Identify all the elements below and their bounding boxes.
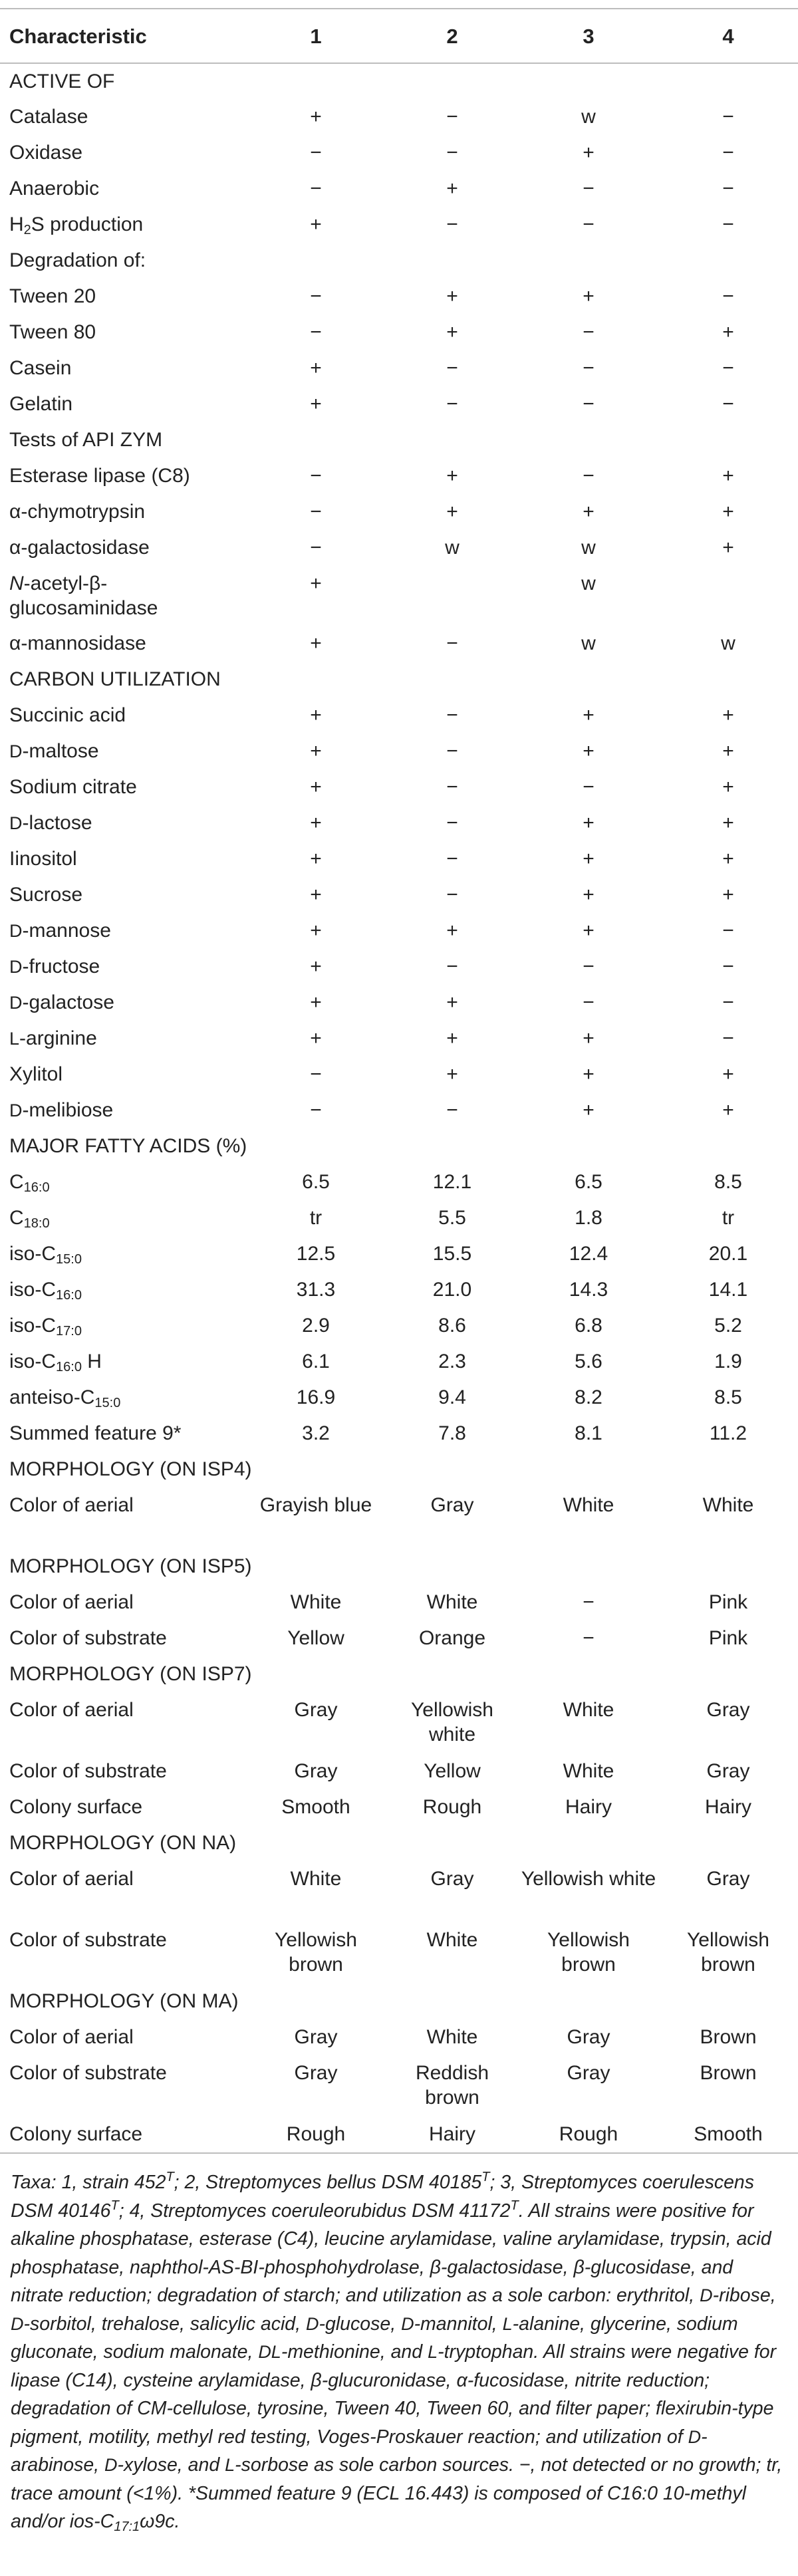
cell-strain-3: + [583, 501, 595, 523]
table-row [0, 1021, 798, 1057]
cell-strain-2: − [446, 812, 458, 834]
cell-strain-3: − [583, 321, 595, 343]
row-label: Iinositol [9, 848, 77, 870]
cell-strain-2: + [446, 1027, 458, 1049]
cell-strain-4: + [722, 465, 734, 487]
cell-strain-1: − [310, 1063, 322, 1085]
table-row [0, 1057, 798, 1093]
cell-strain-2: − [446, 848, 458, 870]
table-row [0, 877, 798, 913]
cell-strain-4: Yellowish brown [687, 1929, 769, 1976]
table-row [0, 698, 798, 733]
row-label: Esterase lipase (C8) [9, 465, 190, 487]
cell-strain-4: + [722, 537, 734, 559]
cell-strain-4: 14.1 [708, 1279, 748, 1301]
section-row [0, 243, 798, 279]
section-row [0, 1452, 798, 1487]
row-label: $H_2S$ production [9, 213, 144, 237]
section-row [0, 63, 798, 99]
cell-strain-1: 31.3 [296, 1279, 336, 1301]
row-label: iso-$C_{16:0}$ H [9, 1351, 102, 1374]
section-row [0, 1549, 798, 1585]
cell-strain-2: − [446, 213, 458, 235]
cell-strain-1: Smooth [281, 1796, 350, 1818]
cell-strain-3: 12.4 [569, 1243, 608, 1265]
row-label: Oxidase [9, 142, 83, 164]
cell-strain-2: − [446, 1099, 458, 1121]
table-row [0, 315, 798, 350]
cell-strain-2: Hairy [428, 2123, 475, 2145]
cell-strain-3: − [583, 357, 595, 379]
table-row [0, 841, 798, 877]
cell-strain-1: Grayish blue [259, 1494, 372, 1516]
cell-strain-1: 3.2 [302, 1422, 330, 1444]
table-row [0, 1272, 798, 1308]
section-row [0, 1656, 798, 1692]
table-row [0, 458, 798, 494]
table-row [0, 1692, 798, 1753]
cell-strain-4: Brown [700, 2062, 757, 2084]
table-row [0, 949, 798, 985]
cell-strain-1: 6.5 [302, 1171, 330, 1193]
cell-strain-4: 20.1 [708, 1243, 748, 1265]
cell-strain-1: − [310, 537, 322, 559]
cell-strain-1: 12.5 [296, 1243, 336, 1265]
cell-strain-1: + [310, 776, 322, 798]
cell-strain-4: Pink [708, 1627, 748, 1649]
cell-strain-4: Brown [700, 2026, 757, 2048]
cell-strain-3: − [583, 991, 595, 1013]
cell-strain-4: 1.9 [714, 1351, 742, 1372]
cell-strain-2: + [446, 1063, 458, 1085]
cell-strain-2: 9.4 [438, 1386, 466, 1408]
row-label: Colony surface [9, 1796, 143, 1818]
cell-strain-2: − [446, 884, 458, 906]
row-label: D-melibiose [9, 1099, 114, 1121]
cell-strain-4 [658, 566, 798, 626]
cell-strain-2: Gray [430, 1868, 474, 1890]
table-row [0, 99, 798, 135]
cell-strain-2: − [446, 393, 458, 415]
table-row [0, 1380, 798, 1416]
cell-strain-3: Gray [567, 2062, 610, 2084]
cell-strain-2: White [426, 1591, 478, 1613]
cell-strain-2: − [446, 956, 458, 977]
row-label: Color of aerial [9, 2026, 134, 2048]
cell-strain-4: 8.5 [714, 1171, 742, 1193]
cell-strain-4: w [721, 632, 735, 654]
cell-strain-3: 8.1 [575, 1422, 602, 1444]
cell-strain-3: + [583, 884, 595, 906]
cell-strain-2: − [446, 740, 458, 762]
cell-strain-4: + [722, 812, 734, 834]
cell-strain-1: − [310, 178, 322, 199]
cell-strain-1: Gray [294, 2062, 338, 2084]
cell-strain-3: Yellowish brown [547, 1929, 630, 1976]
cell-strain-1: + [310, 956, 322, 977]
table-row [0, 1753, 798, 1789]
table-row [0, 350, 798, 386]
table-row [0, 1585, 798, 1620]
cell-strain-4: + [722, 704, 734, 726]
row-label: N-acetyl-β-glucosaminidase [9, 573, 158, 619]
cell-strain-4: Hairy [704, 1796, 751, 1818]
row-label: Gelatin [9, 393, 73, 415]
cell-strain-3: − [583, 393, 595, 415]
section-label: CARBON UTILIZATION [9, 668, 221, 690]
row-label: $C_{18:0}$ [9, 1207, 50, 1231]
row-label: anteiso-$C_{15:0}$ [9, 1386, 121, 1410]
row-label: Color of substrate [9, 1929, 167, 1951]
table-row [0, 1922, 798, 1984]
cell-strain-2: Rough [422, 1796, 482, 1818]
cell-strain-4: 5.2 [714, 1315, 742, 1337]
cell-strain-4: + [722, 501, 734, 523]
table-row [0, 985, 798, 1021]
table-header [0, 9, 798, 63]
row-label: Color of substrate [9, 1760, 167, 1782]
cell-strain-1: + [310, 884, 322, 906]
cell-strain-4: + [722, 884, 734, 906]
row-label: Sucrose [9, 884, 83, 906]
cell-strain-1: Yellow [287, 1627, 344, 1649]
cell-strain-4: − [722, 106, 734, 128]
cell-strain-1: + [310, 704, 322, 726]
cell-strain-4: Gray [706, 1868, 750, 1890]
cell-strain-2: 5.5 [438, 1207, 466, 1229]
cell-strain-3: w [581, 106, 596, 128]
table-row [0, 626, 798, 662]
section-label: MAJOR FATTY ACIDS (%) [9, 1135, 247, 1157]
cell-strain-2: + [446, 920, 458, 942]
cell-strain-3: 6.5 [575, 1171, 602, 1193]
cell-strain-3: Yellowish white [521, 1868, 656, 1890]
cell-strain-2: − [446, 776, 458, 798]
cell-strain-1: − [310, 1099, 322, 1121]
cell-strain-3: + [583, 1099, 595, 1121]
header-col-2: 2 [386, 9, 519, 63]
table-row [0, 1620, 798, 1656]
row-label: Catalase [9, 106, 88, 128]
row-label: α-galactosidase [9, 537, 150, 559]
table-row [0, 1344, 798, 1380]
cell-strain-2: + [446, 178, 458, 199]
cell-strain-4: − [722, 178, 734, 199]
table-row [0, 279, 798, 315]
cell-strain-1: 2.9 [302, 1315, 330, 1337]
cell-strain-3: − [583, 1627, 595, 1649]
cell-strain-2: − [446, 632, 458, 654]
cell-strain-1: + [310, 632, 322, 654]
cell-strain-1: + [310, 573, 322, 594]
cell-strain-4: Gray [706, 1699, 750, 1721]
cell-strain-3: + [583, 1063, 595, 1085]
cell-strain-3: 1.8 [575, 1207, 602, 1229]
cell-strain-4: − [722, 142, 734, 164]
cell-strain-2: − [446, 142, 458, 164]
cell-strain-1: Gray [294, 1699, 338, 1721]
cell-strain-3: − [583, 178, 595, 199]
row-label: Sodium citrate [9, 776, 137, 798]
cell-strain-2: − [446, 106, 458, 128]
cell-strain-4: tr [722, 1207, 735, 1229]
row-label: Color of aerial [9, 1591, 134, 1613]
cell-strain-3: − [583, 956, 595, 977]
cell-strain-3: w [581, 537, 596, 559]
cell-strain-3: 14.3 [569, 1279, 608, 1301]
section-row [0, 422, 798, 458]
cell-strain-1: 16.9 [296, 1386, 336, 1408]
cell-strain-3: + [583, 740, 595, 762]
cell-strain-1: + [310, 393, 322, 415]
section-label: MORPHOLOGY (ON MA) [9, 1990, 239, 2012]
cell-strain-4: − [722, 1027, 734, 1049]
table-footnote: Taxa: 1, strain $452^T$; 2, Streptomyces bellus DSM $40185^T$; 3, Streptomyces coerulescens DSM $40146^T$; 4, Streptomyces coeruleorubidus DSM $41172^T$. All strains were positive for alkaline phosphatase, esterase (C4), leucine arylamidase, valine arylamidase, trypsin, acid phosphatase, naphthol-AS-BI-phosphohydrolase, β-galactosidase, β-glucosidase, and nitrate reduction; degradation of starch; and utilization as a sole carbon: erythritol, D-ribose, D-sorbitol, trehalose, salicylic acid, D-glucose, D-mannitol, L-alanine, glycerine, sodium gluconate, sodium malonate, DL-methionine, and L-tryptophan. All strains were negative for lipase (C14), cysteine arylamidase, β-glucuronidase, α-fucosidase, nitrite reduction; degradation of CM-cellulose, tyrosine, Tween 40, Tween 60, and filter paper; flexirubin-type pigment, motility, methyl red testing, Voges-Proskauer reaction; and utilization of D-arabinose, D-xylose, and L-sorbose as sole carbon sources. −, not detected or no growth; tr, trace amount (<1%). *Summed feature 9 (ECL 16.443) is composed of C16:0 10-methyl and/or ios-$C_{17:1}\omega 9c$. [11, 2170, 783, 2534]
cell-strain-2: Reddish brown [415, 2062, 489, 2109]
table-row [0, 207, 798, 243]
cell-strain-2: + [446, 501, 458, 523]
table-row [0, 733, 798, 769]
cell-strain-3: White [563, 1494, 614, 1516]
row-label: Color of aerial [9, 1494, 134, 1516]
table-row [0, 1308, 798, 1344]
row-label: D-maltose [9, 740, 99, 762]
section-label: ACTIVE OF [9, 70, 115, 92]
cell-strain-1: + [310, 740, 322, 762]
row-label: Xylitol [9, 1063, 63, 1085]
cell-strain-2: Orange [418, 1627, 486, 1649]
cell-strain-1: + [310, 920, 322, 942]
cell-strain-2: 2.3 [438, 1351, 466, 1372]
table-row [0, 530, 798, 566]
row-label: Succinic acid [9, 704, 126, 726]
cell-strain-1: − [310, 142, 322, 164]
section-label: MORPHOLOGY (ON NA) [9, 1832, 237, 1854]
cell-strain-4: + [722, 740, 734, 762]
cell-strain-1: Yellowish brown [275, 1929, 357, 1976]
cell-strain-4: 11.2 [709, 1422, 747, 1444]
cell-strain-3: Gray [567, 2026, 610, 2048]
cell-strain-4: + [722, 321, 734, 343]
row-label: L-arginine [9, 1027, 97, 1049]
row-label: Colony surface [9, 2123, 143, 2145]
cell-strain-4: 8.5 [714, 1386, 742, 1408]
row-label: iso-$C_{17:0}$ [9, 1315, 82, 1339]
cell-strain-2: + [446, 285, 458, 307]
cell-strain-2: 7.8 [438, 1422, 466, 1444]
section-label: Tests of API ZYM [9, 429, 163, 451]
row-label: α-chymotrypsin [9, 501, 146, 523]
header-col-1: 1 [246, 9, 386, 63]
cell-strain-2: Gray [430, 1494, 474, 1516]
cell-strain-1: tr [309, 1207, 323, 1229]
table-row [0, 769, 798, 805]
cell-strain-2: 21.0 [432, 1279, 472, 1301]
cell-strain-3: Hairy [565, 1796, 612, 1818]
cell-strain-1: Rough [286, 2123, 346, 2145]
table-row [0, 2055, 798, 2117]
cell-strain-1: + [310, 812, 322, 834]
cell-strain-4: − [722, 991, 734, 1013]
cell-strain-3: − [583, 776, 595, 798]
cell-strain-3: w [581, 632, 596, 654]
table-row [0, 1789, 798, 1825]
cell-strain-2: 15.5 [432, 1243, 472, 1265]
table-row [0, 386, 798, 422]
cell-strain-2: − [446, 357, 458, 379]
cell-strain-4: + [722, 776, 734, 798]
row-label: D-galactose [9, 991, 114, 1013]
cell-strain-4: Gray [706, 1760, 750, 1782]
table-row [0, 913, 798, 949]
table-row [0, 1416, 798, 1452]
section-row [0, 1128, 798, 1164]
cell-strain-4: + [722, 1063, 734, 1085]
cell-strain-3: + [583, 285, 595, 307]
table-row [0, 1200, 798, 1236]
row-label: α-mannosidase [9, 632, 146, 654]
cell-strain-1: + [310, 1027, 322, 1049]
cell-strain-1: − [310, 465, 322, 487]
row-label: Color of aerial [9, 1699, 134, 1721]
cell-strain-4: − [722, 393, 734, 415]
cell-strain-3: + [583, 848, 595, 870]
section-label: MORPHOLOGY (ON ISP4) [9, 1458, 252, 1480]
cell-strain-4: Pink [708, 1591, 748, 1613]
cell-strain-1: − [310, 285, 322, 307]
cell-strain-4: + [722, 1099, 734, 1121]
cell-strain-3: − [583, 1591, 595, 1613]
cell-strain-1: White [290, 1591, 342, 1613]
cell-strain-3: 5.6 [575, 1351, 602, 1372]
row-label: Casein [9, 357, 72, 379]
cell-strain-2: + [446, 321, 458, 343]
cell-strain-4: − [722, 213, 734, 235]
table-row [0, 1093, 798, 1128]
cell-strain-1: White [290, 1868, 342, 1890]
table-row [0, 566, 798, 626]
table-row [0, 135, 798, 171]
row-label: iso-$C_{15:0}$ [9, 1243, 82, 1267]
cell-strain-3: + [583, 812, 595, 834]
section-row [0, 662, 798, 698]
cell-strain-1: − [310, 501, 322, 523]
cell-strain-1: + [310, 106, 322, 128]
cell-strain-2: White [426, 1929, 478, 1951]
cell-strain-2: White [426, 2026, 478, 2048]
cell-strain-3: + [583, 704, 595, 726]
cell-strain-3: 6.8 [575, 1315, 602, 1337]
section-label: MORPHOLOGY (ON ISP7) [9, 1663, 252, 1685]
table-body [0, 63, 798, 2152]
row-label: D-fructose [9, 956, 100, 977]
cell-strain-1: Gray [294, 2026, 338, 2048]
cell-strain-4: − [722, 285, 734, 307]
cell-strain-3: 8.2 [575, 1386, 602, 1408]
cell-strain-2: + [446, 991, 458, 1013]
cell-strain-4: − [722, 956, 734, 977]
table-row [0, 805, 798, 841]
row-label: Tween 80 [9, 321, 96, 343]
cell-strain-2: Yellowish white [411, 1699, 493, 1745]
cell-strain-1: + [310, 848, 322, 870]
table-row [0, 1861, 798, 1922]
cell-strain-2: w [445, 537, 460, 559]
cell-strain-3: w [581, 573, 596, 594]
table-row [0, 2019, 798, 2055]
row-label: Color of substrate [9, 1627, 167, 1649]
section-row [0, 1984, 798, 2019]
cell-strain-1: Gray [294, 1760, 338, 1782]
cell-strain-3: + [583, 920, 595, 942]
header-characteristic: Characteristic [0, 9, 246, 63]
section-label: Degradation of: [9, 249, 146, 271]
cell-strain-3: White [563, 1699, 614, 1721]
cell-strain-2: + [446, 465, 458, 487]
table-row [0, 2117, 798, 2152]
characteristics-table [0, 8, 798, 2152]
cell-strain-3: Rough [559, 2123, 618, 2145]
cell-strain-1: + [310, 991, 322, 1013]
cell-strain-2: 8.6 [438, 1315, 466, 1337]
cell-strain-1: + [310, 213, 322, 235]
row-label: Color of aerial [9, 1868, 134, 1890]
row-label: D-lactose [9, 812, 92, 834]
table-row [0, 1487, 798, 1549]
table-row [0, 1164, 798, 1200]
header-col-3: 3 [519, 9, 658, 63]
row-label: Tween 20 [9, 285, 96, 307]
cell-strain-2: 12.1 [432, 1171, 472, 1193]
row-label: D-mannose [9, 920, 111, 942]
cell-strain-4: − [722, 920, 734, 942]
cell-strain-4: + [722, 848, 734, 870]
cell-strain-2 [386, 566, 519, 626]
cell-strain-3: − [583, 213, 595, 235]
row-label: iso-$C_{16:0}$ [9, 1279, 82, 1303]
row-label: Summed feature 9* [9, 1422, 182, 1444]
cell-strain-2: − [446, 704, 458, 726]
table-row [0, 171, 798, 207]
cell-strain-3: + [583, 1027, 595, 1049]
row-label: Color of substrate [9, 2062, 167, 2084]
section-row [0, 1825, 798, 1861]
cell-strain-3: − [583, 465, 595, 487]
cell-strain-4: White [702, 1494, 754, 1516]
cell-strain-4: Smooth [694, 2123, 763, 2145]
cell-strain-3: White [563, 1760, 614, 1782]
cell-strain-4: − [722, 357, 734, 379]
table-row [0, 494, 798, 530]
cell-strain-1: + [310, 357, 322, 379]
table-row [0, 1236, 798, 1272]
section-label: MORPHOLOGY (ON ISP5) [9, 1555, 252, 1577]
cell-strain-1: 6.1 [302, 1351, 330, 1372]
cell-strain-1: − [310, 321, 322, 343]
row-label: $C_{16:0}$ [9, 1171, 50, 1195]
header-col-4: 4 [658, 9, 798, 63]
cell-strain-2: Yellow [424, 1760, 481, 1782]
row-label: Anaerobic [9, 178, 100, 199]
cell-strain-3: + [583, 142, 595, 164]
